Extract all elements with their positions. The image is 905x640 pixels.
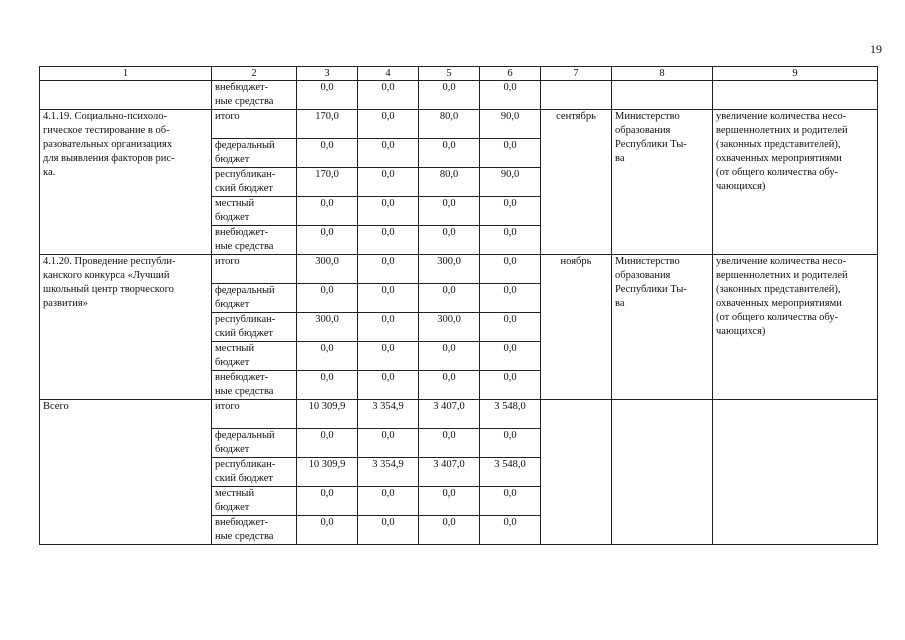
value-cell: 0,0 <box>419 284 480 313</box>
value-cell: 0,0 <box>358 81 419 110</box>
value-cell: 0,0 <box>358 284 419 313</box>
value-cell: 0,0 <box>297 81 358 110</box>
source-cell: местный бюджет <box>212 197 297 226</box>
value-cell: 3 354,9 <box>358 458 419 487</box>
value-cell: 300,0 <box>419 313 480 342</box>
value-cell: 300,0 <box>297 255 358 284</box>
term-cell: ноябрь <box>541 255 612 400</box>
value-cell: 0,0 <box>297 139 358 168</box>
value-cell: 0,0 <box>419 429 480 458</box>
result-cell: увеличение количества несо- вершеннолетних и родителей (законных представителей), охваченных мероприятиями (от общего количества обу- чающихся) <box>713 110 878 255</box>
value-cell: 0,0 <box>480 342 541 371</box>
value-cell: 0,0 <box>480 81 541 110</box>
header-cell: 5 <box>419 67 480 81</box>
header-cell: 8 <box>612 67 713 81</box>
value-cell: 0,0 <box>358 371 419 400</box>
value-cell: 0,0 <box>358 226 419 255</box>
source-cell: внебюджет- ные средства <box>212 516 297 545</box>
value-cell: 0,0 <box>480 255 541 284</box>
source-cell: федеральный бюджет <box>212 429 297 458</box>
value-cell: 0,0 <box>480 139 541 168</box>
source-cell: итого <box>212 110 297 139</box>
value-cell: 90,0 <box>480 168 541 197</box>
value-cell: 0,0 <box>480 487 541 516</box>
executor-cell: Министерство образования Республики Ты- ва <box>612 110 713 255</box>
value-cell: 0,0 <box>358 197 419 226</box>
header-row <box>40 67 878 81</box>
header-cell: 7 <box>541 67 612 81</box>
continuation-row <box>40 81 878 110</box>
source-cell: внебюджет- ные средства <box>212 371 297 400</box>
value-cell: 0,0 <box>358 139 419 168</box>
value-cell: 3 407,0 <box>419 400 480 429</box>
source-cell: внебюджет- ные средства <box>212 226 297 255</box>
value-cell: 3 548,0 <box>480 400 541 429</box>
header-cell: 2 <box>212 67 297 81</box>
value-cell: 80,0 <box>419 168 480 197</box>
source-cell: итого <box>212 255 297 284</box>
activity-name-cell: 4.1.19. Социально-психоло- гическое тестирование в об- разовательных организациях для выявления факторов рис- ка. <box>40 110 212 255</box>
value-cell: 0,0 <box>419 81 480 110</box>
value-cell: 0,0 <box>358 429 419 458</box>
value-cell: 0,0 <box>358 516 419 545</box>
value-cell: 0,0 <box>297 487 358 516</box>
table-row <box>40 255 878 284</box>
value-cell: 0,0 <box>358 342 419 371</box>
source-cell: федеральный бюджет <box>212 139 297 168</box>
result-cell <box>713 81 878 110</box>
value-cell: 0,0 <box>419 139 480 168</box>
value-cell: 0,0 <box>297 371 358 400</box>
value-cell: 0,0 <box>297 284 358 313</box>
value-cell: 0,0 <box>297 342 358 371</box>
source-cell: местный бюджет <box>212 487 297 516</box>
budget-table <box>39 66 878 545</box>
value-cell: 0,0 <box>419 371 480 400</box>
value-cell: 0,0 <box>480 284 541 313</box>
table-row <box>40 110 878 139</box>
value-cell: 0,0 <box>358 110 419 139</box>
value-cell: 0,0 <box>297 516 358 545</box>
value-cell: 0,0 <box>480 197 541 226</box>
table-body <box>40 67 878 545</box>
value-cell: 0,0 <box>358 168 419 197</box>
executor-cell <box>612 400 713 545</box>
source-cell: республикан- ский бюджет <box>212 168 297 197</box>
value-cell: 0,0 <box>358 255 419 284</box>
result-cell <box>713 400 878 545</box>
source-cell: итого <box>212 400 297 429</box>
value-cell: 300,0 <box>419 255 480 284</box>
value-cell: 0,0 <box>297 197 358 226</box>
value-cell: 10 309,9 <box>297 458 358 487</box>
value-cell: 80,0 <box>419 110 480 139</box>
source-cell: федеральный бюджет <box>212 284 297 313</box>
value-cell: 0,0 <box>297 429 358 458</box>
table-row <box>40 400 878 429</box>
header-cell: 4 <box>358 67 419 81</box>
value-cell: 0,0 <box>297 226 358 255</box>
page-number: 19 <box>870 42 882 56</box>
activity-name-cell: Всего <box>40 400 212 545</box>
result-cell: увеличение количества несо- вершеннолетних и родителей (законных представителей), охваченных мероприятиями (от общего количества обу- чающихся) <box>713 255 878 400</box>
value-cell: 90,0 <box>480 110 541 139</box>
value-cell: 3 548,0 <box>480 458 541 487</box>
source-cell: республикан- ский бюджет <box>212 313 297 342</box>
value-cell: 0,0 <box>480 313 541 342</box>
executor-cell: Министерство образования Республики Ты- ва <box>612 255 713 400</box>
activity-name-cell: 4.1.20. Проведение республи- канского конкурса «Лучший школьный центр творческого развития» <box>40 255 212 400</box>
term-cell <box>541 400 612 545</box>
source-cell: внебюджет- ные средства <box>212 81 297 110</box>
executor-cell <box>612 81 713 110</box>
header-cell: 9 <box>713 67 878 81</box>
value-cell: 3 354,9 <box>358 400 419 429</box>
value-cell: 10 309,9 <box>297 400 358 429</box>
term-cell: сентябрь <box>541 110 612 255</box>
value-cell: 0,0 <box>419 226 480 255</box>
value-cell: 300,0 <box>297 313 358 342</box>
value-cell: 170,0 <box>297 168 358 197</box>
value-cell: 170,0 <box>297 110 358 139</box>
value-cell: 0,0 <box>419 516 480 545</box>
name-cell <box>40 81 212 110</box>
value-cell: 0,0 <box>480 371 541 400</box>
value-cell: 0,0 <box>419 487 480 516</box>
value-cell: 0,0 <box>419 342 480 371</box>
value-cell: 3 407,0 <box>419 458 480 487</box>
source-cell: местный бюджет <box>212 342 297 371</box>
value-cell: 0,0 <box>480 226 541 255</box>
header-cell: 6 <box>480 67 541 81</box>
value-cell: 0,0 <box>419 197 480 226</box>
value-cell: 0,0 <box>358 487 419 516</box>
value-cell: 0,0 <box>480 516 541 545</box>
header-cell: 1 <box>40 67 212 81</box>
source-cell: республикан- ский бюджет <box>212 458 297 487</box>
value-cell: 0,0 <box>358 313 419 342</box>
header-cell: 3 <box>297 67 358 81</box>
value-cell: 0,0 <box>480 429 541 458</box>
term-cell <box>541 81 612 110</box>
